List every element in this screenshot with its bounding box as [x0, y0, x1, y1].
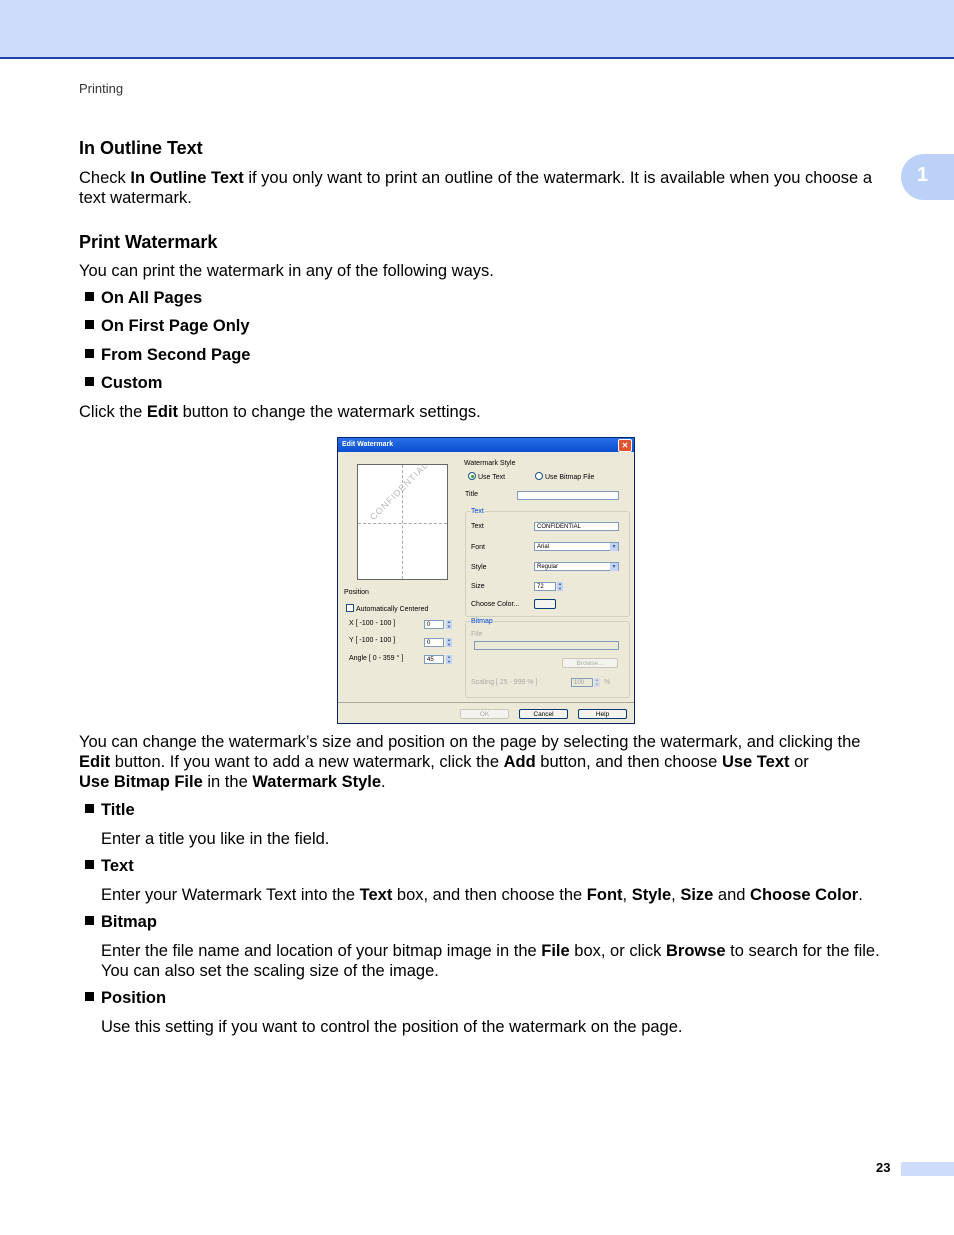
- bullet-square-icon: [85, 804, 94, 813]
- running-title: Printing: [79, 81, 124, 96]
- page-number-bar: [901, 1162, 954, 1176]
- scaling-label: Scaling [ 25 - 999 % ]: [471, 679, 538, 686]
- bitmap-group-label: Bitmap: [471, 618, 493, 625]
- title-label: Title: [465, 491, 478, 498]
- paragraph-change-watermark: You can change the watermark’s size and position on the page by selecting the watermark, and clicking the Edit button. If you want to add a new watermark, click the Add button, and then choose Use Text or Use Bitmap File in the Watermark Style.: [79, 733, 861, 791]
- cancel-button[interactable]: Cancel: [519, 709, 568, 719]
- angle-label: Angle [ 0 - 359 ° ]: [349, 655, 404, 662]
- bullet-square-icon: [85, 992, 94, 1001]
- list-item-text: Text: [85, 857, 134, 876]
- position-label: Position: [344, 589, 369, 596]
- bullet-square-icon: [85, 860, 94, 869]
- position-description: Use this setting if you want to control the position of the watermark on the page.: [101, 1018, 683, 1036]
- choose-color-label: Choose Color...: [471, 601, 520, 608]
- file-input[interactable]: [474, 641, 619, 650]
- list-item-position: Position: [85, 989, 166, 1008]
- watermark-style-label: Watermark Style: [464, 460, 516, 467]
- x-input[interactable]: 0: [424, 620, 444, 629]
- y-label: Y [ -100 - 100 ]: [349, 637, 396, 644]
- style-select[interactable]: Regular ▾: [534, 562, 619, 571]
- font-label: Font: [471, 544, 486, 551]
- dialog-title: Edit Watermark: [342, 441, 394, 448]
- use-text-radio[interactable]: Use Text: [468, 472, 505, 481]
- list-item-bitmap: Bitmap: [85, 913, 157, 932]
- text-input[interactable]: CONFIDENTIAL: [534, 522, 619, 531]
- angle-spinner[interactable]: ▲ ▼: [447, 654, 451, 664]
- heading-print-watermark: Print Watermark: [79, 232, 218, 252]
- text-description: Enter your Watermark Text into the Text box, and then choose the Font, Style, Size and Choose Color.: [101, 886, 863, 904]
- bullet-square-icon: [85, 292, 94, 301]
- ok-button[interactable]: OK: [460, 709, 509, 719]
- help-button[interactable]: Help: [578, 709, 627, 719]
- watermark-preview[interactable]: [357, 459, 448, 580]
- radio-selected-icon[interactable]: [468, 472, 476, 480]
- list-item: Custom: [85, 374, 162, 393]
- choose-color-button[interactable]: [534, 599, 556, 609]
- radio-icon[interactable]: [535, 472, 543, 480]
- y-spinner[interactable]: ▲ ▼: [447, 637, 451, 647]
- y-input[interactable]: 0: [424, 638, 444, 647]
- chapter-number: 1: [917, 164, 929, 186]
- chapter-tab: [901, 154, 954, 200]
- title-input[interactable]: [517, 491, 619, 500]
- x-spinner[interactable]: ▲ ▼: [447, 619, 451, 629]
- paragraph-click-edit: Click the Edit button to change the watermark settings.: [79, 403, 481, 421]
- angle-input[interactable]: 45: [424, 655, 444, 664]
- style-label: Style: [471, 564, 487, 571]
- dialog-title-bar: [338, 438, 634, 452]
- close-icon[interactable]: ✕: [618, 439, 632, 452]
- paragraph-in-outline-text: Check In Outline Text if you only want to print an outline of the watermark. It is available when you choose a text watermark.: [79, 169, 872, 207]
- scaling-spinner[interactable]: ▲ ▼: [595, 677, 599, 687]
- scaling-input[interactable]: 100: [571, 678, 593, 687]
- list-item: On All Pages: [85, 289, 202, 308]
- list-item: On First Page Only: [85, 317, 250, 336]
- chevron-down-icon[interactable]: ▾: [610, 563, 618, 571]
- paragraph-print-watermark-intro: You can print the watermark in any of the following ways.: [79, 262, 494, 280]
- bullet-square-icon: [85, 320, 94, 329]
- checkbox-icon[interactable]: [346, 604, 354, 612]
- file-label: File: [471, 631, 483, 638]
- page-number: 23: [876, 1160, 891, 1175]
- size-input[interactable]: 72: [534, 582, 556, 591]
- chevron-down-icon[interactable]: ▾: [610, 543, 618, 551]
- list-item: From Second Page: [85, 346, 250, 365]
- list-item-title: Title: [85, 801, 135, 820]
- title-description: Enter a title you like in the field.: [101, 830, 330, 848]
- heading-in-outline-text: In Outline Text: [79, 138, 203, 158]
- auto-centered-checkbox[interactable]: Automatically Centered: [346, 604, 428, 613]
- preview-horizontal-guide: [358, 523, 447, 524]
- x-label: X [ -100 - 100 ]: [349, 620, 396, 627]
- preview-watermark-text[interactable]: CONFIDENTIAL: [368, 459, 431, 523]
- text-label: Text: [471, 523, 484, 530]
- size-spinner[interactable]: ▲ ▼: [558, 581, 562, 591]
- bullet-square-icon: [85, 349, 94, 358]
- header-band: [0, 0, 954, 59]
- size-label: Size: [471, 583, 485, 590]
- use-bitmap-radio[interactable]: Use Bitmap File: [535, 472, 594, 481]
- percent-label: %: [604, 679, 611, 686]
- bullet-square-icon: [85, 377, 94, 386]
- bitmap-description: Enter the file name and location of your bitmap image in the File box, or click Browse to search for the file. You can also set the scaling size of the image.: [101, 942, 880, 980]
- font-select[interactable]: Arial ▾: [534, 542, 619, 551]
- bullet-square-icon: [85, 916, 94, 925]
- edit-watermark-dialog: [337, 437, 635, 724]
- dialog-divider: [338, 702, 634, 703]
- browse-button[interactable]: Browse...: [562, 658, 618, 668]
- text-group-label: Text: [471, 508, 484, 515]
